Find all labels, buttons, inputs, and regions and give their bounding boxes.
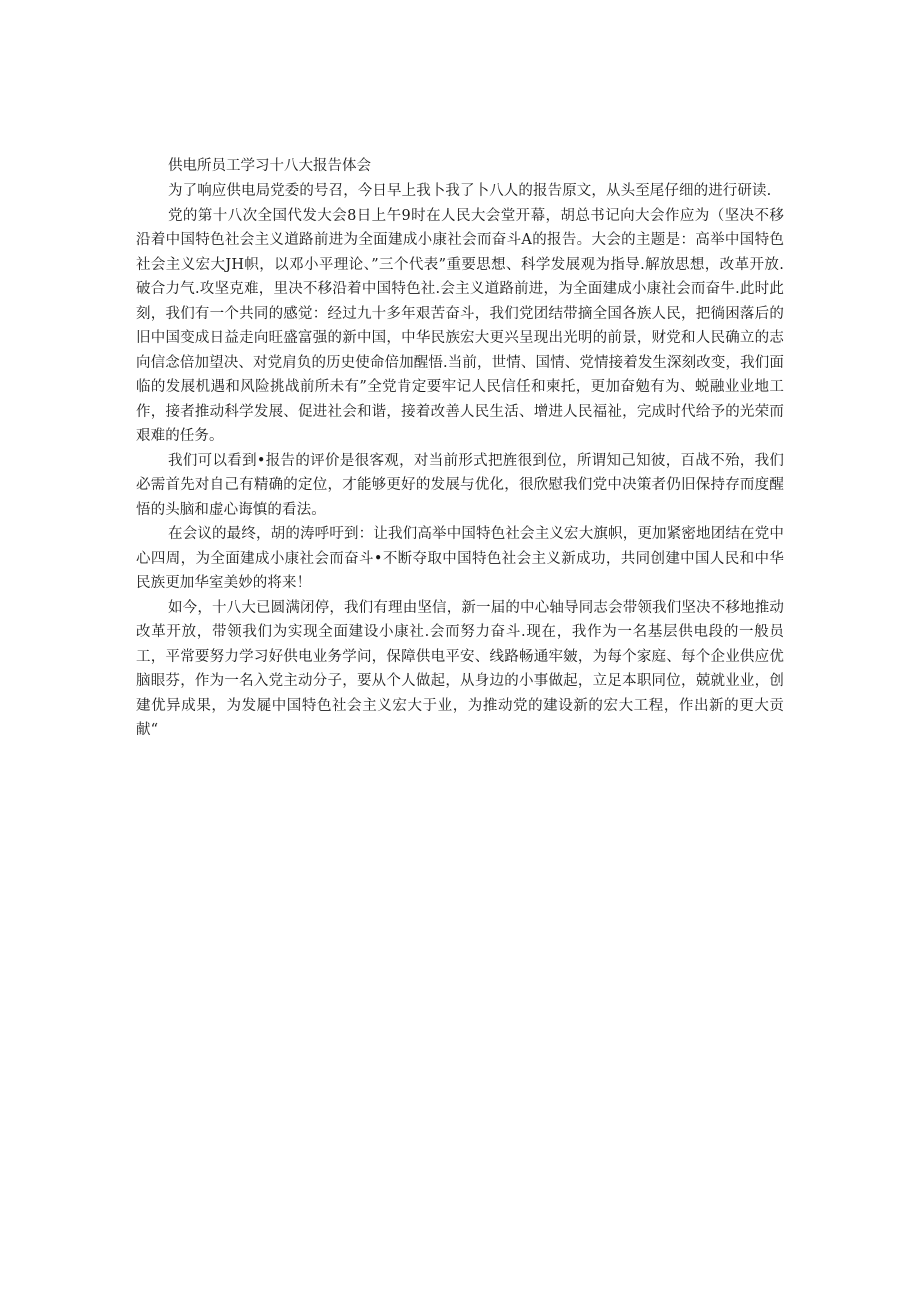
paragraph-closing-call: 在会议的最终，胡的涛呼吁到：让我们高举中国特色社会主义宏大旗帜，更加紧密地团结在党中心四周，为全面建成小康社会而奋斗•不断夺取中国特色社会主义新成功，共同创建中国人民和中华民族更加华室美妙的将来！ [136, 526, 784, 591]
document-title: 供电所员工学习十八大报告体会 [168, 158, 371, 174]
paragraph-personal-commitment: 如今，十八大已圆满闭停，我们有理由坚信，新一届的中心轴导同志会带领我们坚决不移地推动改革开放，带领我们为实现全面建设小康社.会而努力奋斗.现在，我作为一名基层供电段的一般员工，平常要努力学习好供电业务学问，保障供电平安、线路畅通牢皴，为每个家庭、每个企业供应优脑眼芬，作为一名入党主动分子，要从个人做起，从身边的小事做起，立足本职同位，兢就业业，创建优异成果，为发屣中国特色社会主义宏大于业，为推动党的建设新的宏大工程，作出新的更大贡献“ [136, 599, 784, 738]
paragraph-evaluation: 我们可以看到•报告的评价是很客观，对当前形式把旌很到位，所谓知己知彼，百战不殆，我们必需首先对自己有精确的定位，才能够更好的发展与优化，很欣慰我们党中决策者仍旧保持存而度醒悟的头脑和虚心诲慎的看法。 [136, 452, 784, 518]
paragraph-congress-opening: 党的第十八次全国代发大会8日上午9时在人民大会堂开幕，胡总书记向大会作应为（坚决不移沿着中国特色社会主义道路前进为全面建成小康社会而奋斗A的报告。大会的主题是：高举中国特色社会主义宏大JH帜，以邓小平理论、”三个代表”重要思想、科学发展观为指导.解放思想，改革开放.破合力气.攻坚克难，里决不移沿着中国特色社.会主义道路前进，为全面建成小康社会而奋牛.此时此刻，我们有一个共同的感觉：经过九十多年艰苦奋斗，我们党团结带摘全国各族人民，把徜困落后的旧中国变成日益走向旺盛富强的新中国，中华民族宏大更兴呈现出光明的前景，财党和人民确立的志向信念倍加望决、对党肩负的历史使命倍加醒悟.当前，世情、国情、党情接着发生深刻改变，我们面临的发展机遇和风险挑战前所未有”全党肯定要牢记人民信任和柬托，更加奋勉有为、蜕融业业地工作，接者推动科学发展、促进社会和谐，接着改善人民生活、增进人民福祉，完成时代给予的光荣而艰难的任务。 [136, 207, 784, 444]
document-page [136, 154, 784, 743]
paragraph-intro: 为了响应供电局党委的号召，今日早上我卜我了卜八人的报告原文，从头至尾仔细的进行研读. [168, 183, 772, 199]
